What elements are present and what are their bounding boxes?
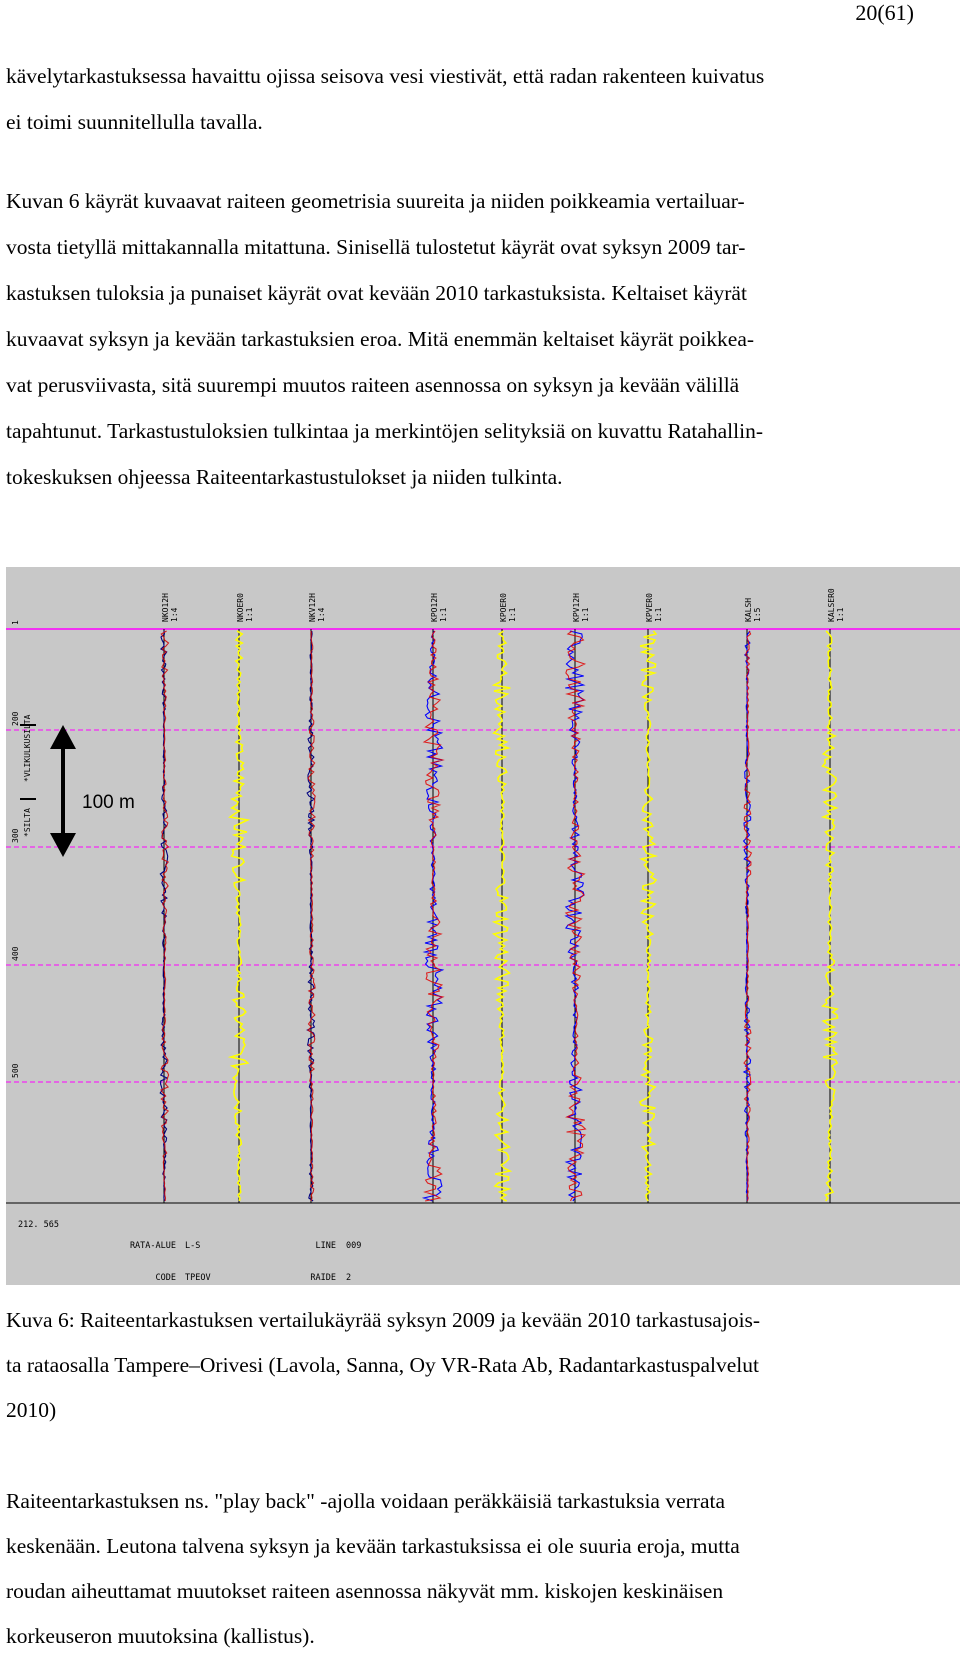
text-line: vat perusviivasta, sitä suurempi muutos raiteen asennossa on syksyn ja kevään välillä: [6, 373, 740, 397]
footer-position: 212. 565: [18, 1220, 59, 1230]
text-line: ei toimi suunnitellulla tavalla.: [6, 110, 263, 134]
text-line: vosta tietyllä mittakannalla mitattuna. Sinisellä tulostetut käyrät ovat syksyn 2009 tar-: [6, 235, 746, 259]
channel-scale-label: 1:1: [581, 607, 590, 622]
footer-value: TPEOV: [185, 1272, 211, 1283]
channel-name-label: NKV12H: [308, 593, 317, 622]
distance-tick-label: 400: [11, 946, 20, 961]
distance-tick-label: 1: [11, 620, 20, 625]
footer-value: 009: [346, 1241, 362, 1251]
text-line: Kuva 6: Raiteentarkastuksen vertailukäyrää syksyn 2009 ja kevään 2010 tarkastusajois-: [6, 1308, 761, 1332]
channel-trace: [566, 631, 586, 1201]
channel-name-label: KPVER0: [645, 593, 654, 622]
footer-values-2: [346, 1220, 392, 1285]
channel-scale-label: 1:1: [508, 607, 517, 622]
text-line: korkeuseron muutoksina (kallistus).: [6, 1624, 315, 1648]
channel-scale-label: 1:5: [753, 607, 762, 622]
channel-name-label: KPO12H: [430, 593, 439, 622]
channel-scale-label: 1:1: [654, 607, 663, 622]
paragraph-2: [6, 178, 958, 500]
channel-scale-label: 1:1: [245, 607, 254, 622]
text-line: keskenään. Leutona talvena syksyn ja kevään tarkastuksissa ei ole suuria eroja, mutta: [6, 1534, 740, 1558]
scale-arrow-head-bottom: [50, 833, 76, 857]
footer-label: LINE: [315, 1241, 336, 1251]
figure-caption: [6, 1298, 958, 1433]
footer-labels-1: [111, 1220, 176, 1285]
text-line: kuvaavat syksyn ja kevään tarkastuksien eroa. Mitä enemmän keltaiset käyrät poikkea-: [6, 327, 755, 351]
track-geometry-plot: [6, 567, 960, 1207]
channel-scale-label: 1:4: [317, 607, 326, 622]
footer-value: 2: [346, 1272, 352, 1283]
footer-labels-2: [274, 1220, 336, 1285]
distance-tick-label: 200: [11, 711, 20, 726]
text-line: tapahtunut. Tarkastustuloksien tulkintaa ja merkintöjen selityksiä on kuvattu Ratahallin-: [6, 419, 764, 443]
underpass-mark-label: *VLIKULKUSILTA: [23, 714, 32, 782]
text-line: Kuvan 6 käyrät kuvaavat raiteen geometrisia suureita ja niiden poikkeamia vertailuar-: [6, 189, 745, 213]
text-line: ta rataosalla Tampere–Orivesi (Lavola, Sanna, Oy VR-Rata Ab, Radantarkastuspalvelut: [6, 1353, 759, 1377]
footer-label: CODE: [155, 1272, 176, 1283]
text-line: tokeskuksen ohjeessa Raiteentarkastustulokset ja niiden tulkinta.: [6, 465, 563, 489]
scale-label: 100 m: [82, 792, 135, 813]
text-line: roudan aiheuttamat muutokset raiteen asennossa näkyvät mm. kiskojen keskinäisen: [6, 1579, 724, 1603]
channel-name-label: NKO12H: [161, 593, 170, 622]
page-number: 20(61): [855, 0, 914, 25]
distance-tick-label: 300: [11, 828, 20, 843]
paragraph-3: [6, 1479, 958, 1659]
text-line: Raiteentarkastuksen ns. "play back" -ajolla voidaan peräkkäisiä tarkastuksia verrata: [6, 1489, 726, 1513]
scale-arrow-head-top: [50, 725, 76, 749]
footer-value: L-S: [185, 1241, 201, 1251]
channel-name-label: KALSH: [744, 597, 753, 622]
text-line: 2010): [6, 1398, 57, 1422]
track-inspection-figure: [6, 567, 960, 1285]
channel-scale-label: 1:4: [170, 607, 179, 622]
distance-tick-label: 500: [11, 1063, 20, 1078]
channel-scale-label: 1:1: [439, 607, 448, 622]
bridge-mark-label: *SILTA: [23, 808, 32, 837]
footer-label: RATA-ALUE: [129, 1241, 176, 1251]
channel-name-label: KPOER0: [499, 593, 508, 622]
channel-name-label: KPV12H: [572, 593, 581, 622]
paragraph-1: [6, 53, 958, 145]
text-line: kastuksen tuloksia ja punaiset käyrät ovat kevään 2010 tarkastuksista. Keltaiset käyrät: [6, 281, 747, 305]
figure-footer: [6, 1207, 960, 1285]
footer-values-1: [185, 1220, 236, 1285]
channel-scale-label: 1:1: [836, 607, 845, 622]
footer-label: RAIDE: [310, 1272, 336, 1283]
channel-name-label: KALSER0: [827, 588, 836, 622]
text-line: kävelytarkastuksessa havaittu ojissa seisova vesi viestivät, että radan rakenteen kuivatus: [6, 64, 765, 88]
channel-name-label: NKOER0: [236, 593, 245, 622]
